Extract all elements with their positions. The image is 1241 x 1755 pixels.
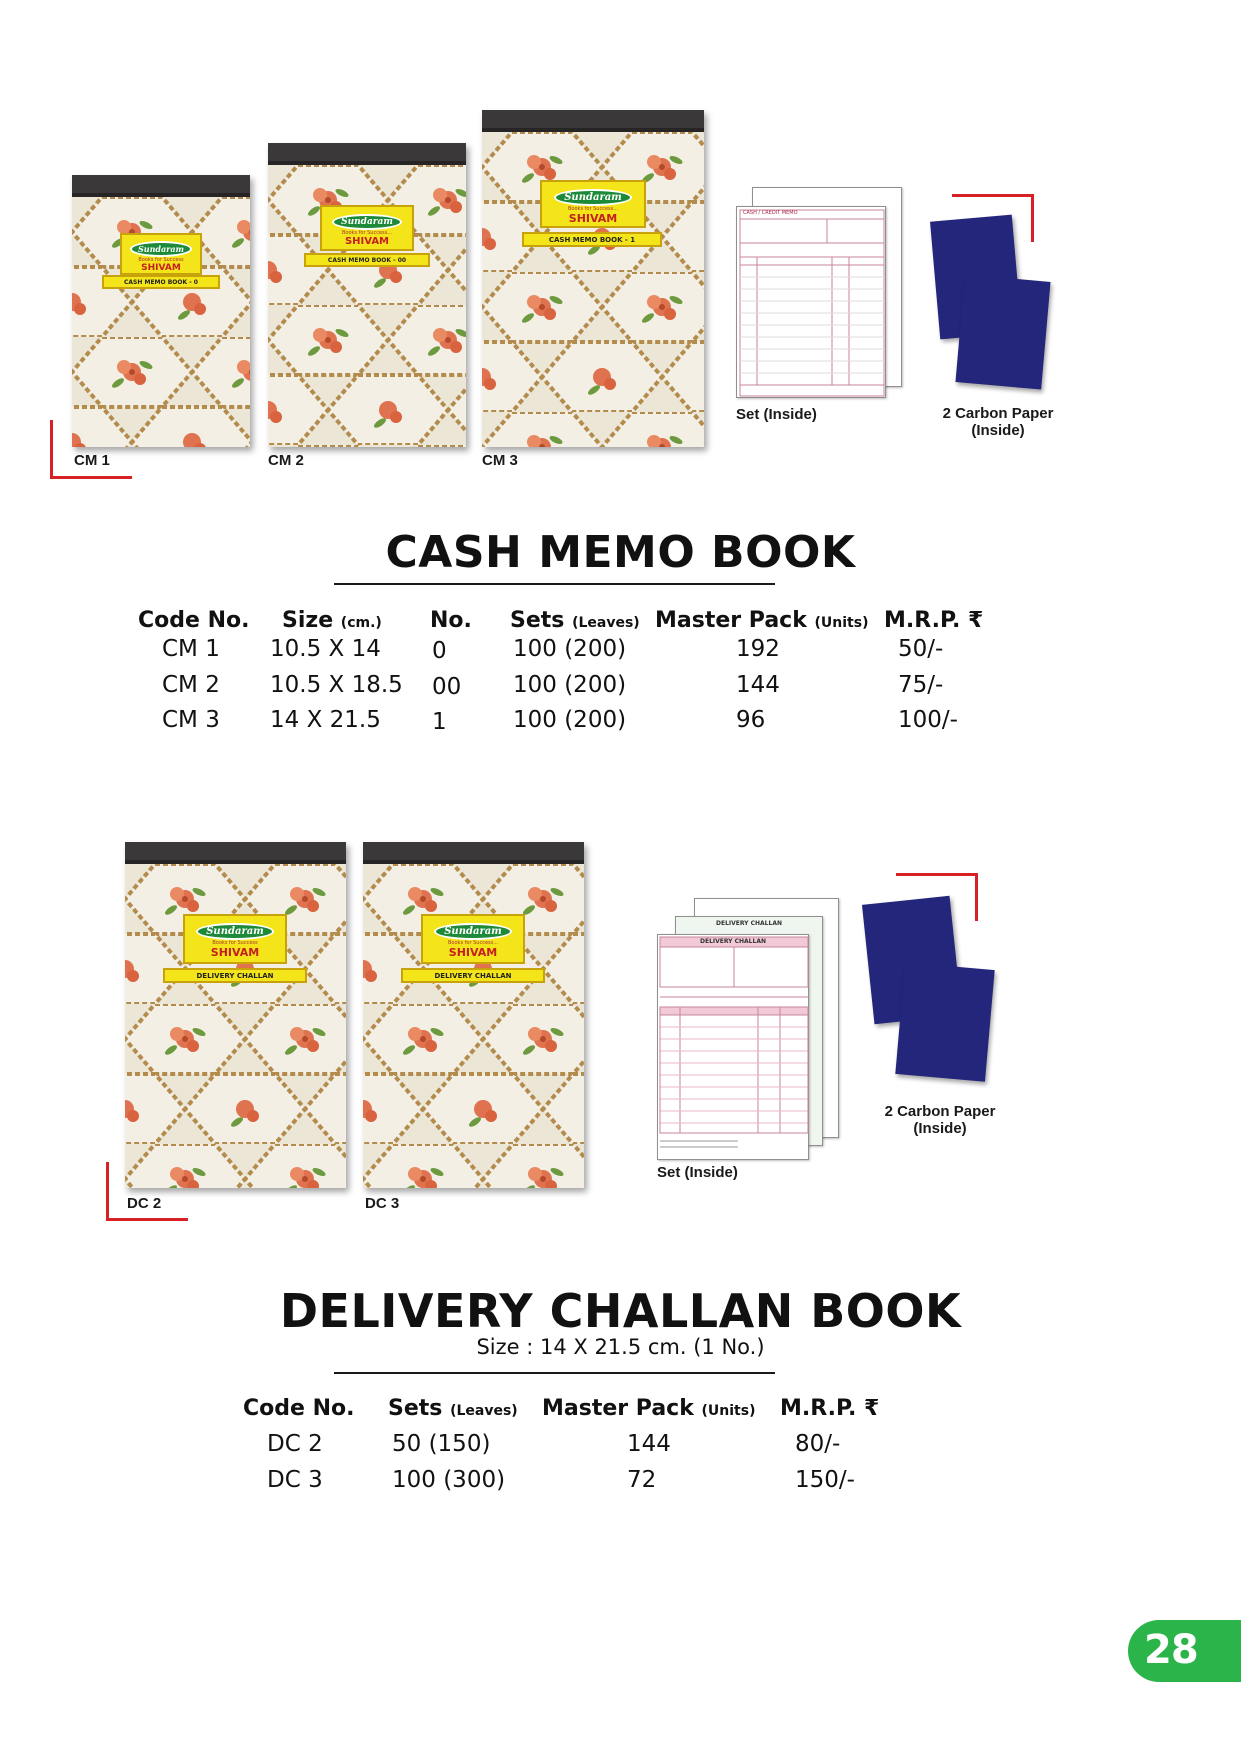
- cover-strip: CASH MEMO BOOK - 00: [304, 253, 430, 267]
- brand-tagline: Books for Success...: [448, 940, 498, 946]
- brand-logo: Sundaram: [554, 189, 632, 206]
- cm3-size: 14 X 21.5: [270, 707, 381, 733]
- corner-mark: [50, 476, 132, 479]
- dc-header-mrp: M.R.P. ₹: [780, 1396, 880, 1421]
- brand-logo: Sundaram: [196, 923, 274, 940]
- header-size: [282, 608, 382, 633]
- carbon-paper-caption-line1: 2 Carbon Paper: [942, 405, 1054, 422]
- cm1-sets: 100 (200): [513, 636, 627, 662]
- cash-memo-book-cm2-cover: [268, 143, 466, 447]
- brand-label: [320, 205, 414, 251]
- book-binding: [482, 110, 704, 132]
- carbon-paper-caption-line2: (Inside): [971, 422, 1025, 439]
- brand-logo: Sundaram: [130, 241, 192, 257]
- cash-memo-book-cm1-cover: [72, 175, 250, 447]
- dc2-sets: 50 (150): [392, 1431, 491, 1457]
- dc-header-sets-unit: (Leaves): [450, 1403, 518, 1419]
- challan-carbon-caption-line1: 2 Carbon Paper: [884, 1103, 996, 1120]
- dc3-master: 72: [627, 1467, 657, 1493]
- product-name: SHIVAM: [210, 946, 260, 959]
- cover-strip: CASH MEMO BOOK - 0: [102, 275, 220, 289]
- memo-form-lines: [737, 207, 887, 399]
- brand-label: [120, 233, 202, 275]
- cm2-mrp: 75/-: [898, 672, 944, 698]
- challan-form-title-copy: DELIVERY CHALLAN: [716, 920, 782, 927]
- brand-logo: Sundaram: [332, 214, 402, 230]
- dc3-mrp: 150/-: [795, 1467, 855, 1493]
- carbon-paper-sheet: [895, 962, 994, 1081]
- dc2-master: 144: [627, 1431, 671, 1457]
- brand-tagline: Books for Success...: [568, 206, 618, 212]
- dc-header-code: Code No.: [243, 1396, 355, 1421]
- header-master-pack: [655, 608, 868, 633]
- dc2-code: DC 2: [267, 1431, 323, 1457]
- cm3-caption: CM 3: [482, 452, 518, 469]
- cm1-caption: CM 1: [74, 452, 110, 469]
- header-master-label: Master Pack: [655, 608, 807, 633]
- dc3-code: DC 3: [267, 1467, 323, 1493]
- product-name: SHIVAM: [344, 236, 390, 247]
- cm3-code: CM 3: [162, 707, 220, 733]
- header-sets-unit: (Leaves): [572, 615, 640, 631]
- memo-sheet-front: [736, 206, 886, 398]
- cm2-no: 00: [432, 674, 462, 700]
- cm2-caption: CM 2: [268, 452, 304, 469]
- brand-label: [421, 914, 525, 964]
- cm2-size: 10.5 X 18.5: [270, 672, 403, 698]
- challan-sheet-front: [657, 934, 809, 1160]
- dc2-mrp: 80/-: [795, 1431, 841, 1457]
- corner-mark: [106, 1162, 109, 1220]
- header-master-unit: (Units): [814, 615, 869, 631]
- corner-mark: [896, 873, 978, 876]
- page-number: 28: [1144, 1627, 1198, 1673]
- header-sets: [510, 608, 640, 633]
- book-binding: [125, 842, 346, 864]
- cm3-master: 96: [736, 707, 766, 733]
- corner-mark: [1031, 194, 1034, 242]
- dc-header-master-label: Master Pack: [542, 1396, 694, 1421]
- cm2-master: 144: [736, 672, 780, 698]
- challan-form-lines: [658, 935, 810, 1161]
- cover-strip: DELIVERY CHALLAN: [163, 968, 307, 983]
- brand-label: [540, 180, 646, 228]
- challan-carbon-caption-line2: (Inside): [913, 1120, 967, 1137]
- dc-header-master: [542, 1396, 755, 1421]
- carbon-paper-caption: [920, 405, 1076, 439]
- cm1-mrp: 50/-: [898, 636, 944, 662]
- dc-header-sets-label: Sets: [388, 1396, 443, 1421]
- cover-strip: DELIVERY CHALLAN: [401, 968, 545, 983]
- carbon-paper-sheet: [955, 274, 1050, 389]
- book-binding: [268, 143, 466, 165]
- product-name: SHIVAM: [141, 263, 181, 273]
- header-mrp: M.R.P. ₹: [884, 608, 984, 633]
- delivery-challan-book-dc3-cover: [363, 842, 584, 1188]
- book-binding: [72, 175, 250, 197]
- floral-pattern: [125, 864, 346, 1188]
- challan-form-title: DELIVERY CHALLAN: [700, 938, 766, 945]
- header-size-unit: (cm.): [340, 615, 382, 631]
- brand-tagline: Books for Success: [212, 940, 258, 946]
- corner-mark: [975, 873, 978, 921]
- dc-header-master-unit: (Units): [701, 1403, 756, 1419]
- brand-tagline: Books for Success...: [342, 230, 392, 236]
- title-rule: [334, 1372, 775, 1374]
- brand-logo: Sundaram: [434, 923, 512, 940]
- set-inside-caption: Set (Inside): [736, 406, 817, 423]
- dc2-caption: DC 2: [127, 1195, 162, 1212]
- floral-pattern: [363, 864, 584, 1188]
- title-rule: [334, 583, 775, 585]
- product-name: SHIVAM: [568, 212, 618, 225]
- cash-memo-title: CASH MEMO BOOK: [385, 527, 856, 578]
- cover-strip: CASH MEMO BOOK - 1: [522, 232, 662, 247]
- brand-label: [183, 914, 287, 964]
- book-binding: [363, 842, 584, 864]
- corner-mark: [952, 194, 1034, 197]
- cm3-no: 1: [432, 709, 447, 735]
- cash-memo-book-cm3-cover: [482, 110, 704, 447]
- cm2-code: CM 2: [162, 672, 220, 698]
- cm1-master: 192: [736, 636, 780, 662]
- brand-tagline: Books for Success: [138, 257, 184, 263]
- cm1-code: CM 1: [162, 636, 220, 662]
- dc3-caption: DC 3: [365, 1195, 400, 1212]
- cm1-no: 0: [432, 638, 447, 664]
- header-size-label: Size: [282, 608, 334, 633]
- challan-carbon-paper-caption: [862, 1103, 1018, 1137]
- cm3-sets: 100 (200): [513, 707, 627, 733]
- memo-form-title: CASH / CREDIT MEMO: [743, 210, 798, 216]
- header-code: Code No.: [138, 608, 250, 633]
- corner-mark: [106, 1218, 188, 1221]
- cm1-size: 10.5 X 14: [270, 636, 381, 662]
- cm2-sets: 100 (200): [513, 672, 627, 698]
- dc-header-sets: [388, 1396, 518, 1421]
- product-name: SHIVAM: [448, 946, 498, 959]
- challan-set-inside-caption: Set (Inside): [657, 1164, 738, 1181]
- header-sets-label: Sets: [510, 608, 565, 633]
- corner-mark: [50, 420, 53, 478]
- header-no: No.: [430, 608, 472, 633]
- page-number-tab: [1128, 1620, 1241, 1682]
- delivery-challan-title: DELIVERY CHALLAN BOOK: [279, 1284, 962, 1338]
- delivery-challan-subtitle: Size : 14 X 21.5 cm. (1 No.): [476, 1335, 765, 1359]
- cm3-mrp: 100/-: [898, 707, 958, 733]
- delivery-challan-book-dc2-cover: [125, 842, 346, 1188]
- dc3-sets: 100 (300): [392, 1467, 506, 1493]
